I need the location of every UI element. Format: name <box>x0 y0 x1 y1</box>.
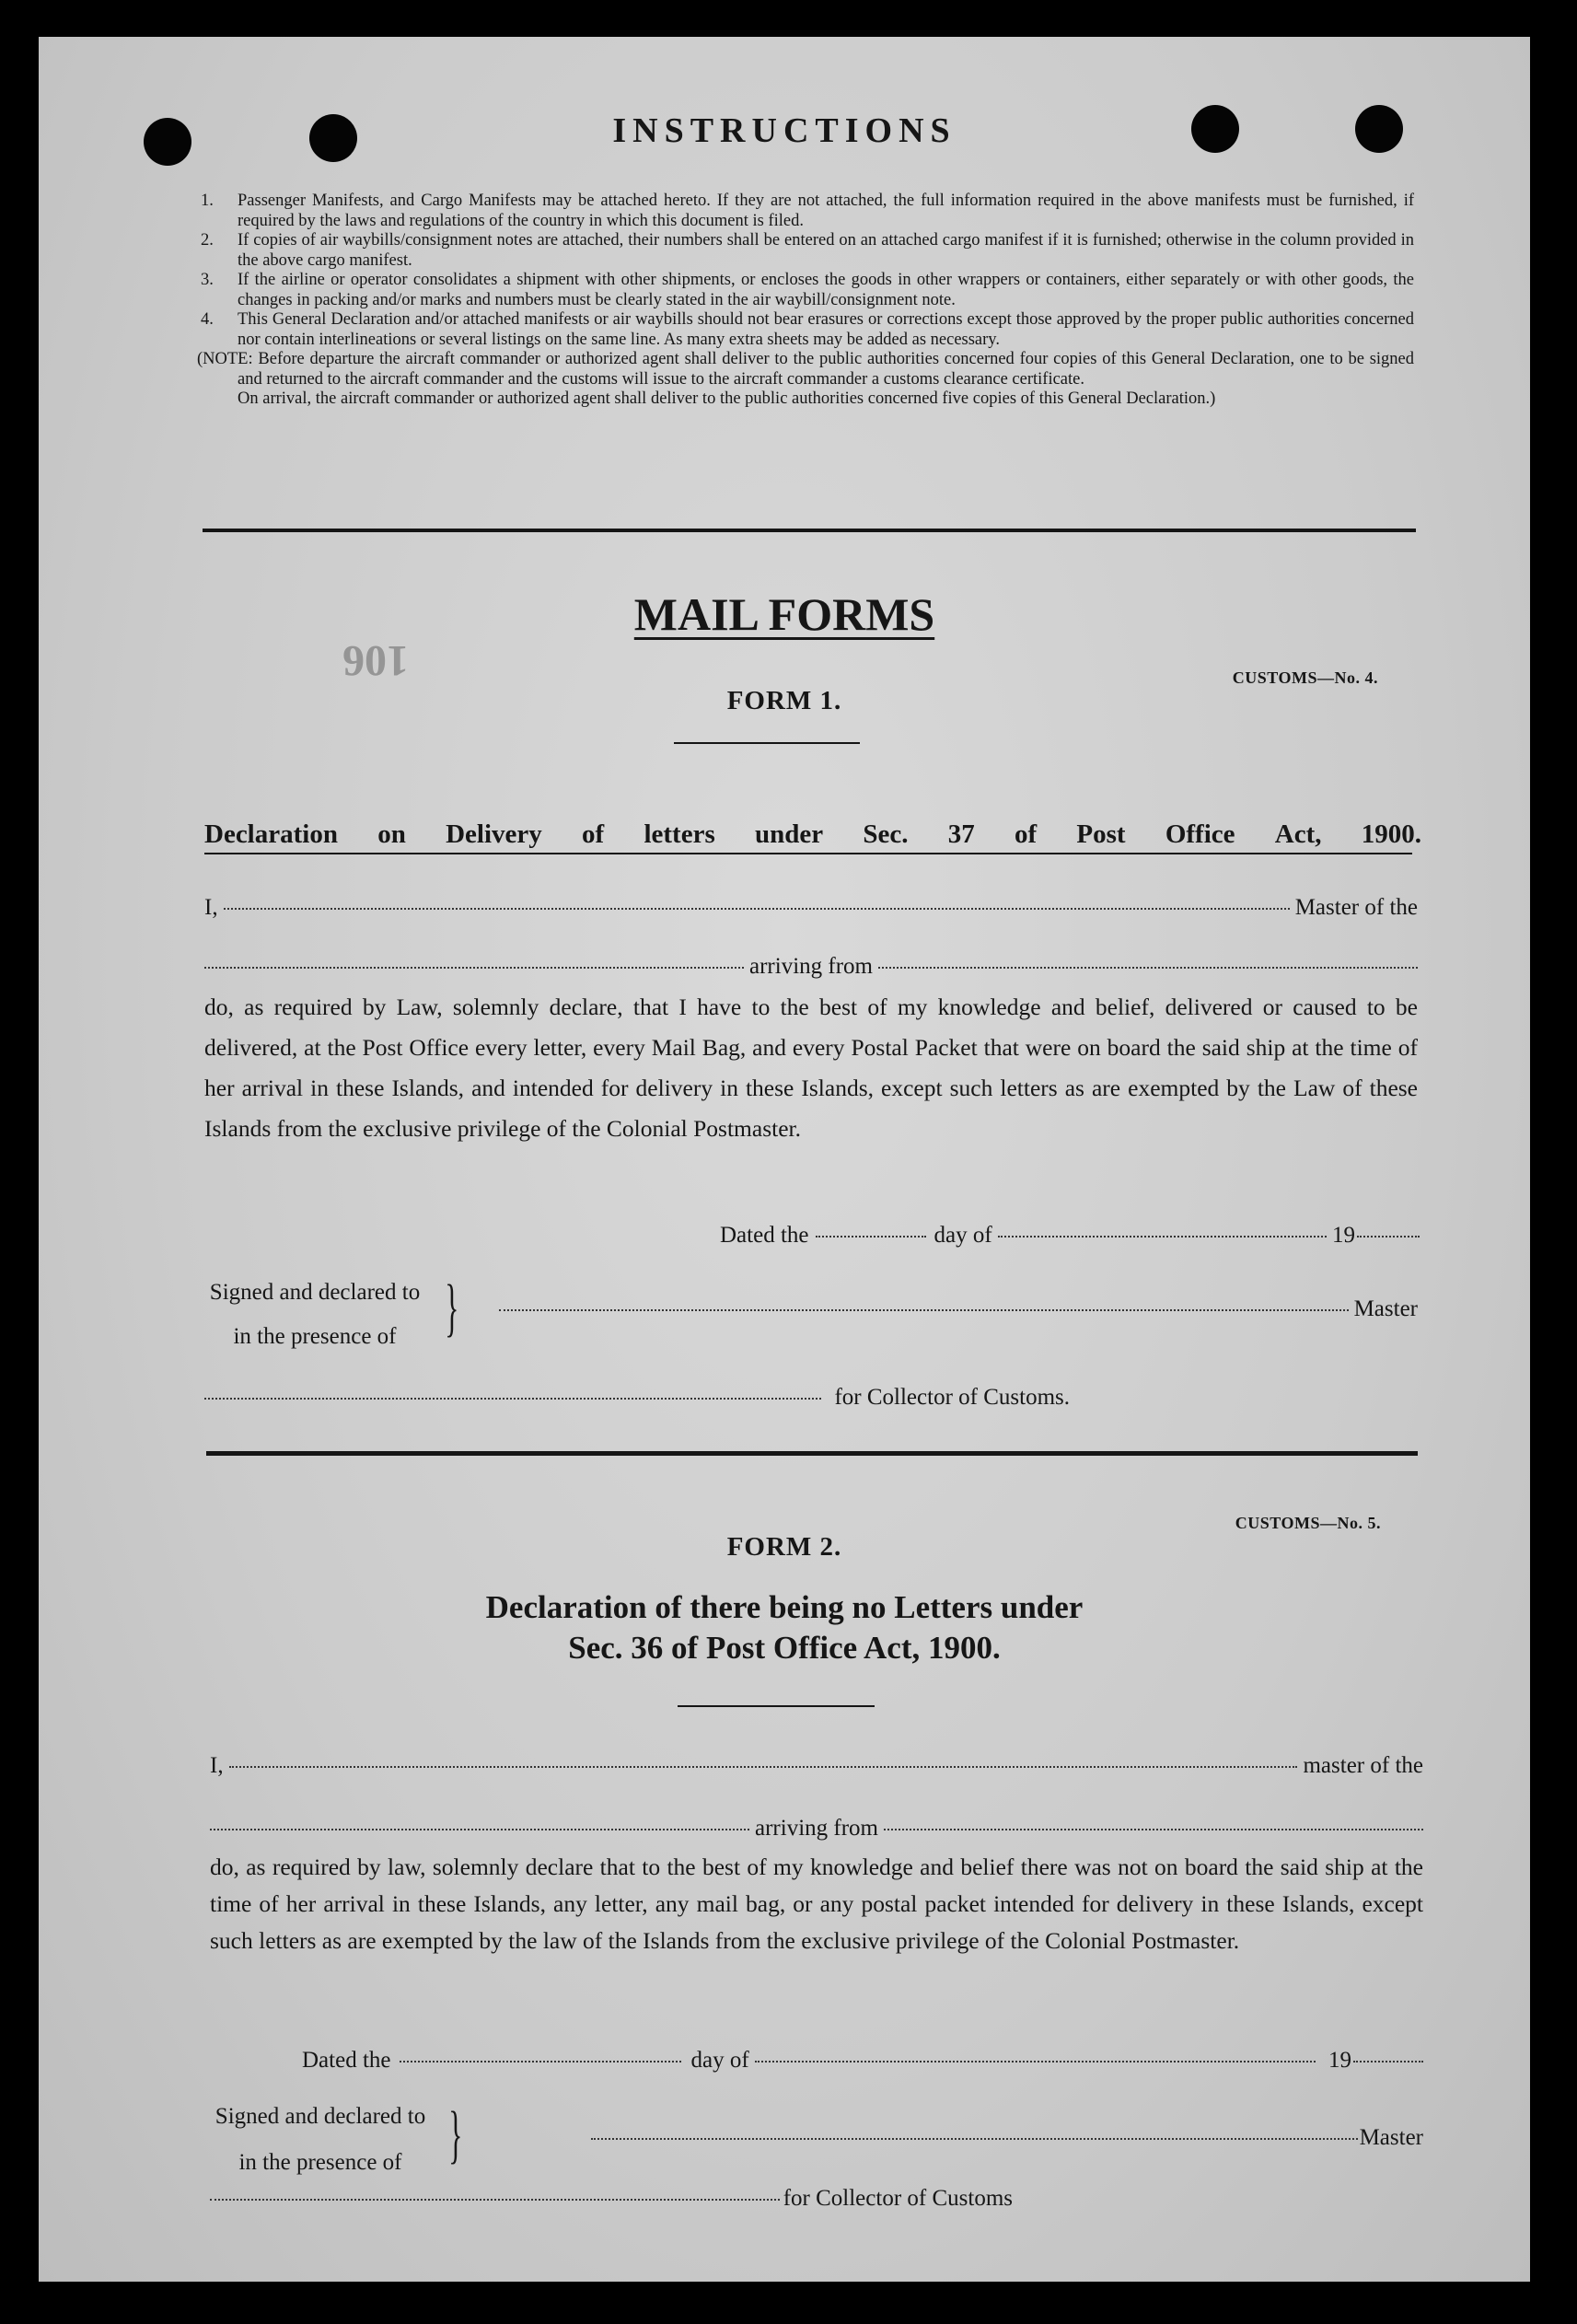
heading-word: Office <box>1165 819 1235 849</box>
heading-word: 37 <box>947 819 975 849</box>
presence-label-line: in the presence of <box>238 2150 402 2175</box>
form-divider <box>206 1451 1418 1456</box>
line-start-label: I, <box>210 1753 224 1778</box>
collector-signature-field[interactable] <box>210 2198 780 2201</box>
day-field[interactable] <box>816 1235 926 1238</box>
faint-stamp-number: 106 <box>342 636 409 685</box>
collector-label: for Collector of Customs <box>783 2186 1013 2211</box>
heading-word: under <box>754 819 824 849</box>
form1-declaration-body: do, as required by Law, solemnly declare, that I have to the best of my knowledge and belief, delivered or caused to be delivered, at the Post Office every letter, every Mail Bag, and every Postal Packet that were on board the said ship at the time of her arrival in these Islands, and intended for delivery in these Islands, except such letters as are exempted by the Law of these Islands from the exclusive privilege of the Colonial Postmaster. <box>204 994 1418 1142</box>
form2-collector-line <box>210 2186 1013 2212</box>
day-of-label: day of <box>690 2048 749 2073</box>
form2-signed-label <box>210 2094 431 2186</box>
year-prefix: 19 <box>1332 1223 1355 1248</box>
signed-label-line: Signed and declared to <box>209 1280 421 1305</box>
instruction-item <box>197 271 1414 310</box>
master-name-field[interactable] <box>229 1765 1298 1768</box>
arriving-from-label: arriving from <box>755 1816 878 1841</box>
instruction-text: This General Declaration and/or attached manifests or air waybills should not bear erasures or corrections except those approved by the proper public authorities concerned nor contain interlineations or several listings on the same line. As many extra sheets may be added as necessary. <box>238 310 1414 349</box>
day-field[interactable] <box>400 2060 681 2063</box>
instruction-number: 3. <box>201 271 214 289</box>
arriving-from-field[interactable] <box>878 966 1418 969</box>
form2-ship-line <box>210 1816 1423 1842</box>
form1-signed-label <box>204 1271 425 1359</box>
form1-ship-line <box>204 954 1418 980</box>
month-field[interactable] <box>755 2060 1316 2063</box>
year-prefix: 19 <box>1328 2048 1351 2073</box>
master-name-field[interactable] <box>224 907 1290 910</box>
collector-signature-field[interactable] <box>204 1397 821 1400</box>
note-label: (NOTE: <box>197 350 253 368</box>
form2-master-signature-line <box>591 2125 1423 2151</box>
year-field[interactable] <box>1353 2060 1423 2063</box>
form2-master-line <box>210 1753 1423 1779</box>
day-of-label: day of <box>933 1223 992 1248</box>
presence-label-line: in the presence of <box>233 1324 397 1349</box>
heading-word: Sec. <box>863 819 909 849</box>
form1-declaration-heading <box>204 819 1421 850</box>
form2-dated-line <box>302 2048 1423 2074</box>
customs-number: CUSTOMS—No. 4. <box>1232 668 1378 687</box>
heading-underline <box>678 1705 875 1707</box>
heading-word: Delivery <box>446 819 542 849</box>
mail-forms-title: MAIL FORMS <box>633 588 935 640</box>
brace-icon: } <box>448 2099 463 2170</box>
heading-word: Post <box>1076 819 1126 849</box>
heading-word: letters <box>644 819 715 849</box>
form2-title: FORM 2. <box>726 1532 842 1562</box>
arriving-from-field[interactable] <box>884 1828 1423 1830</box>
document-page <box>39 37 1530 2282</box>
master-signature-field[interactable] <box>591 2137 1358 2140</box>
instruction-text: Passenger Manifests, and Cargo Manifests may be attached hereto. If they are not attached, the full information required in the above manifests must be furnished, if required by the laws and regulations of the country in which this document is filed. <box>238 192 1414 230</box>
brace-icon: } <box>445 1272 459 1343</box>
arriving-from-label: arriving from <box>749 954 873 979</box>
instruction-item <box>197 231 1414 271</box>
instruction-number: 4. <box>201 310 214 329</box>
collector-label: for Collector of Customs. <box>834 1385 1070 1410</box>
instruction-number: 2. <box>201 231 214 250</box>
form2-declaration-body: do, as required by law, solemnly declare that to the best of my knowledge and belief there was not on board the said ship at the time of her arrival in these Islands, any letter, any mail bag, or any postal packet intended for delivery in these Islands, except such letters as are exempted by the law of the Islands from the exclusive privilege of the Colonial Postmaster. <box>210 1853 1423 1954</box>
year-field[interactable] <box>1357 1235 1420 1238</box>
instruction-text: If the airline or operator consolidates a shipment with other shipments, or encloses the goods in other wrappers or containers, either separately or with other goods, the changes in packing and/or marks and numbers must be clearly stated in the air waybill/consignment note. <box>238 271 1414 309</box>
line-end-label: master of the <box>1303 1753 1423 1778</box>
ship-name-field[interactable] <box>210 1828 749 1830</box>
instruction-text: If copies of air waybills/consignment notes are attached, their numbers shall be entered on an attached cargo manifest if it is furnished; otherwise in the column provided in the above cargo manifest. <box>238 231 1414 270</box>
line-start-label: I, <box>204 895 218 920</box>
dated-label: Dated the <box>302 2048 391 2073</box>
form1-title: FORM 1. <box>726 686 842 715</box>
note-text: Before departure the aircraft commander or authorized agent shall deliver to the public authorities concerned four copies of this General Declaration, one to be signed and returned to the aircraft commander and the customs will issue to the aircraft commander a customs clearance certificate. <box>238 350 1415 389</box>
heading-line: Sec. 36 of Post Office Act, 1900. <box>568 1630 1001 1666</box>
ship-name-field[interactable] <box>204 966 744 969</box>
master-signature-field[interactable] <box>499 1308 1349 1311</box>
heading-line: Declaration of there being no Letters under <box>485 1589 1084 1625</box>
heading-word: of <box>582 819 605 849</box>
signed-label-line: Signed and declared to <box>215 2104 426 2129</box>
line-end-label: Master of the <box>1294 895 1418 920</box>
heading-word: on <box>377 819 406 849</box>
instruction-note <box>197 350 1414 389</box>
form1-master-line <box>204 895 1418 921</box>
customs-number: CUSTOMS—No. 5. <box>1235 1514 1381 1532</box>
note-text: On arrival, the aircraft commander or authorized agent shall deliver to the public authorities concerned five copies of this General Declaration.) <box>238 389 1216 408</box>
heading-word: Declaration <box>204 819 338 849</box>
instructions-list <box>197 192 1414 410</box>
master-label: Master <box>1353 1296 1418 1321</box>
heading-underline <box>204 853 1412 854</box>
instructions-title: INSTRUCTIONS <box>612 111 957 150</box>
section-divider <box>203 529 1416 532</box>
instruction-number: 1. <box>201 192 214 210</box>
form1-collector-line <box>204 1385 1070 1411</box>
form2-declaration-heading <box>39 1587 1530 1668</box>
instruction-item <box>197 310 1414 350</box>
instruction-note-arrival <box>197 389 1414 410</box>
heading-word: Act, <box>1274 819 1322 849</box>
dated-label: Dated the <box>720 1223 809 1248</box>
instruction-item <box>197 192 1414 231</box>
heading-word: of <box>1015 819 1038 849</box>
form1-master-signature-line <box>499 1296 1418 1322</box>
title-underline <box>674 742 860 744</box>
month-field[interactable] <box>998 1235 1327 1238</box>
heading-word: 1900. <box>1361 819 1421 849</box>
master-label: Master <box>1359 2125 1423 2150</box>
form1-dated-line <box>720 1223 1420 1249</box>
